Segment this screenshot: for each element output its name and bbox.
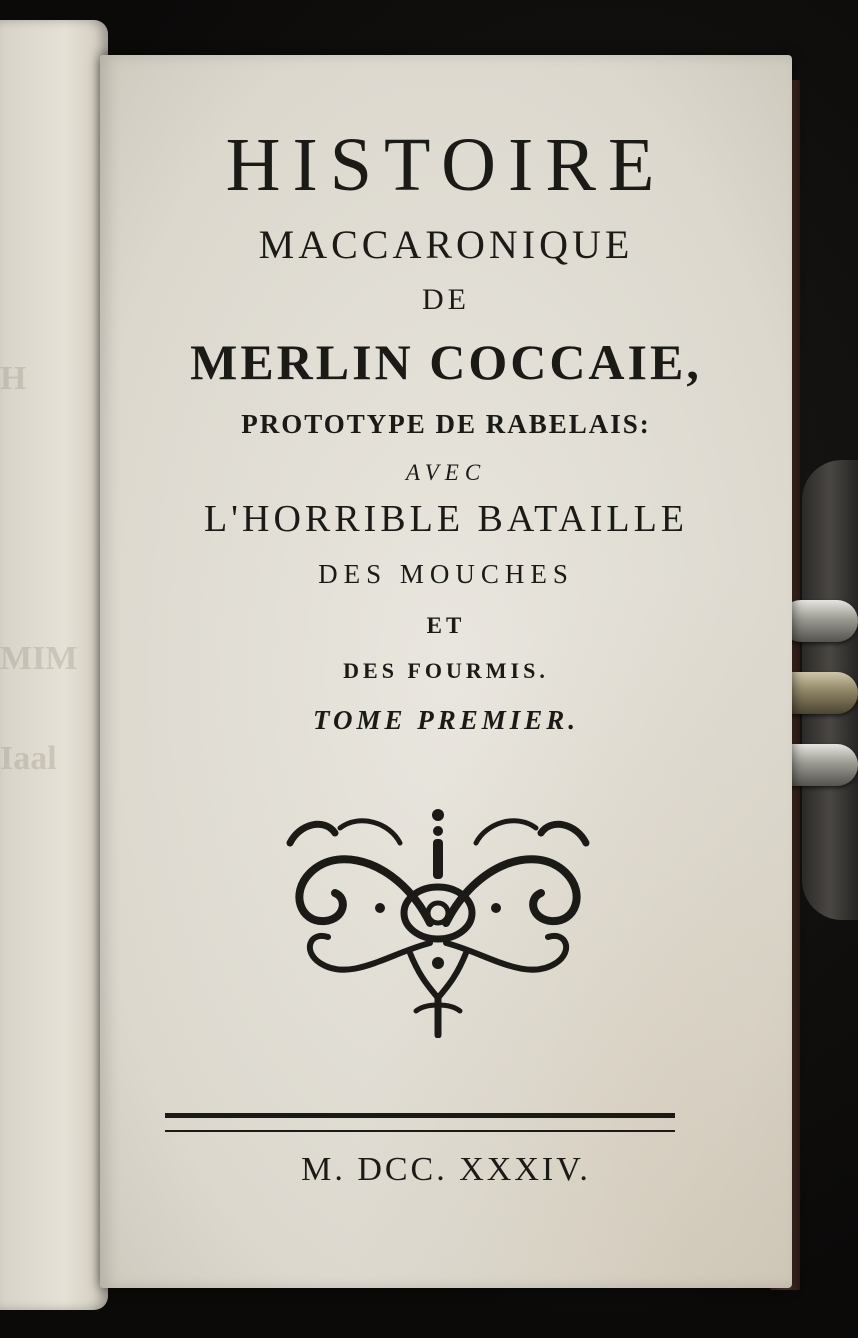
title-page: [100, 55, 792, 1288]
author-name: MERLIN COCCAIE,: [190, 334, 702, 390]
author-epithet: PROTOTYPE DE RABELAIS:: [241, 409, 651, 439]
second-work-line-3: ET: [426, 613, 466, 638]
book-title: HISTOIRE: [225, 123, 667, 207]
second-work-line-2: DES MOUCHES: [318, 559, 574, 589]
publication-date: M. DCC. XXXIV.: [301, 1151, 591, 1188]
double-rule-thick: [165, 1113, 675, 1118]
second-work-title: L'HORRIBLE BATAILLE: [203, 498, 689, 540]
second-work-line-4: DES FOURMIS.: [343, 658, 549, 683]
fleuron-ornament-icon: [280, 803, 596, 1038]
left-page-verso: H MIM Iaal: [0, 20, 108, 1310]
preposition-de: DE: [422, 283, 470, 316]
volume-label: TOME PREMIER.: [312, 705, 580, 735]
book-subtitle: MACCARONIQUE: [258, 222, 634, 267]
double-rule-thin: [165, 1130, 675, 1132]
avec-line: AVEC: [405, 460, 487, 485]
